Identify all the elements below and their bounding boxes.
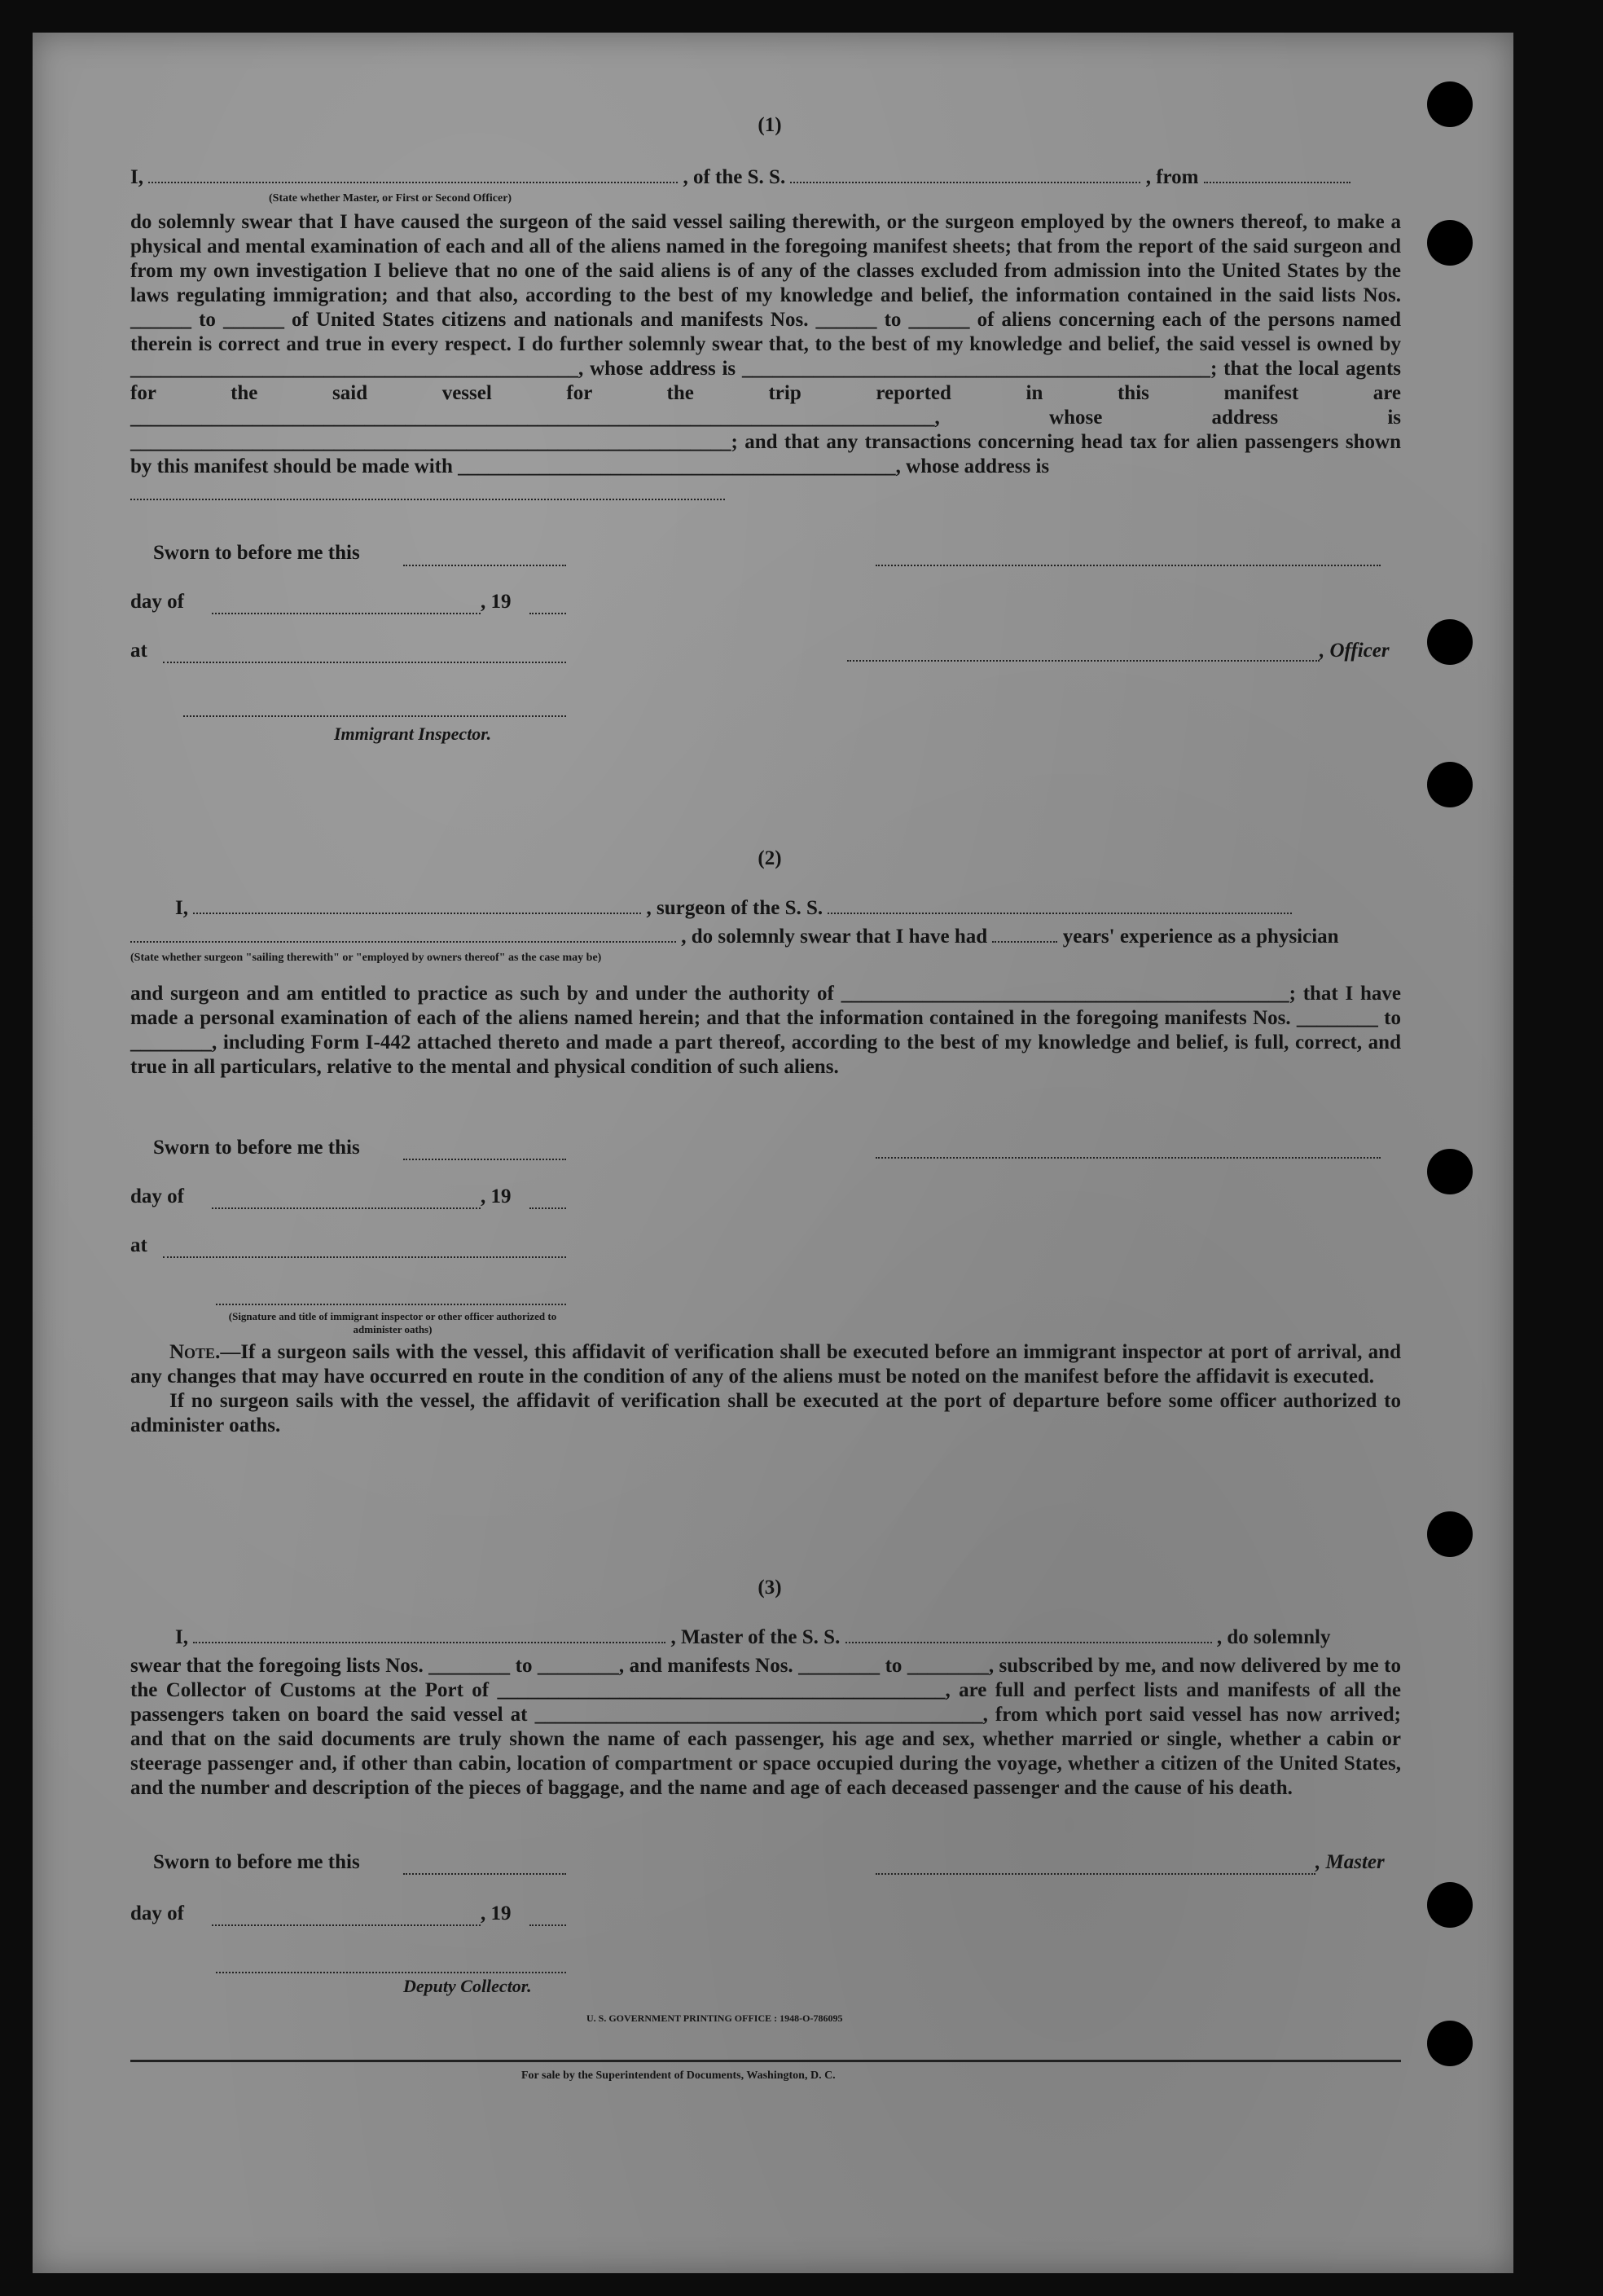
binder-hole (1427, 1511, 1473, 1557)
section-number: (3) (758, 1577, 782, 1599)
section2-body: and surgeon and am entitled to practice as such by and under the authority of ____________________________________________; that I have made a personal examination of each of the aliens named herein; and that the information contained in the foregoing manifests Nos. ________ to ________, including Form I-442 attached thereto and made a part thereof, according to the best of my knowledge and belief, is full, correct, and true in all particulars, relative to the mental and physical condition of such aliens. (130, 983, 1401, 1078)
gpo-imprint: U. S. GOVERNMENT PRINTING OFFICE : 1948-O-786095 (586, 2012, 843, 2024)
officer-label: , Officer (1320, 640, 1390, 662)
section-number: (1) (758, 114, 782, 136)
binder-hole (1427, 2021, 1473, 2066)
master-label: , Master (1315, 1851, 1385, 1873)
day-of-label: day of (130, 591, 184, 613)
section2-note: Note.—If a surgeon sails with the vessel, this affidavit of verification shall be executed before an immigrant inspector at port of arrival, and any changes that may have occurred en route in the condition of any of the aliens must be noted on the manifest before the affidavit is executed. If no surgeon sails with the vessel, the affidavit of verification shall be executed at the port of departure before some officer authorized to administer oaths. (130, 1341, 1401, 1436)
section2-swear-line: , do solemnly swear that I have had years' experience as a physician (130, 925, 1401, 949)
section-number: (2) (758, 847, 782, 869)
section2-oath-line: I, , surgeon of the S. S. (130, 896, 1401, 921)
document-page (33, 33, 1513, 2273)
binder-hole (1427, 220, 1473, 266)
binder-hole (1427, 81, 1473, 127)
surgeon-caption: (State whether surgeon "sailing therewith" or "employed by owners thereof" as the case may be) (130, 952, 602, 964)
year-label: , 19 (481, 591, 512, 613)
inspector-label: Immigrant Inspector. (334, 724, 492, 744)
deputy-label: Deputy Collector. (403, 1976, 532, 1996)
binder-hole (1427, 619, 1473, 665)
section3-body: swear that the foregoing lists Nos. ________ to ________, and manifests Nos. ________ to ________, subscribed by me, and now delivered by me to the Collector of Customs at the Port of ____________________________________________, are full and perfect lists and manifests of all the passengers taken on board the said vessel at ____________________________________________, from which port said vessel has now arrived; and that on the said documents are truly shown the name of each passenger, his age and sex, whether married or single, whether a cabin or steerage passenger and, if other than cabin, location of compartment or space occupied during the voyage, whether a citizen of the United States, and the number and description of the pieces of baggage, and the name and age of each deceased passenger and the cause of his death. (130, 1655, 1401, 1799)
officer-caption: (State whether Master, or First or Second Officer) (269, 192, 512, 205)
binder-hole (1427, 762, 1473, 807)
sworn-label: Sworn to before me this (153, 1137, 360, 1159)
year-label: , 19 (481, 1185, 512, 1207)
sworn-label: Sworn to before me this (153, 542, 360, 564)
sale-notice: For sale by the Superintendent of Documents, Washington, D. C. (521, 2069, 836, 2082)
signature-caption: (Signature and title of immigrant inspector or other officer authorized to administer oaths) (228, 1310, 557, 1335)
day-of-label: day of (130, 1902, 184, 1924)
section1-oath-line: I, , of the S. S. , from (130, 165, 1401, 190)
at-label: at (130, 640, 147, 662)
binder-hole (1427, 1882, 1473, 1928)
at-label: at (130, 1234, 147, 1256)
year-label: , 19 (481, 1902, 512, 1924)
sworn-label: Sworn to before me this (153, 1851, 360, 1873)
section1-body: do solemnly swear that I have caused the surgeon of the said vessel sailing therewith, or the surgeon employed by the owners thereof, to make a physical and mental examination of each and all of the aliens named in the foregoing manifest sheets; that from the report of the said surgeon and from my own investigation I believe that no one of the said aliens is of any of the classes excluded from admission into the United States by the laws regulating immigration; and that also, according to the best of my knowledge and belief, the information contained in the said lists Nos. ______ to ______ of United States citizens and nationals and manifests Nos. ______ to ______ of aliens concerning each of the persons named therein is correct and true in every respect. I do further solemnly swear that, to the best of my knowledge and belief, the said vessel is owned by ____________________________________________, whose address is ______________________________________________; that the local agents for the said vessel for the trip reported in this manifest are _______________________________________________________________________________, whose address is ___________________________________________________________; and that any transactions concerning head tax for alien passengers shown by this manifest should be made with ___________________________________________, whose address is (130, 211, 1401, 477)
binder-hole (1427, 1149, 1473, 1194)
day-of-label: day of (130, 1185, 184, 1207)
section3-oath-line: I, , Master of the S. S. , do solemnly (175, 1626, 1331, 1648)
